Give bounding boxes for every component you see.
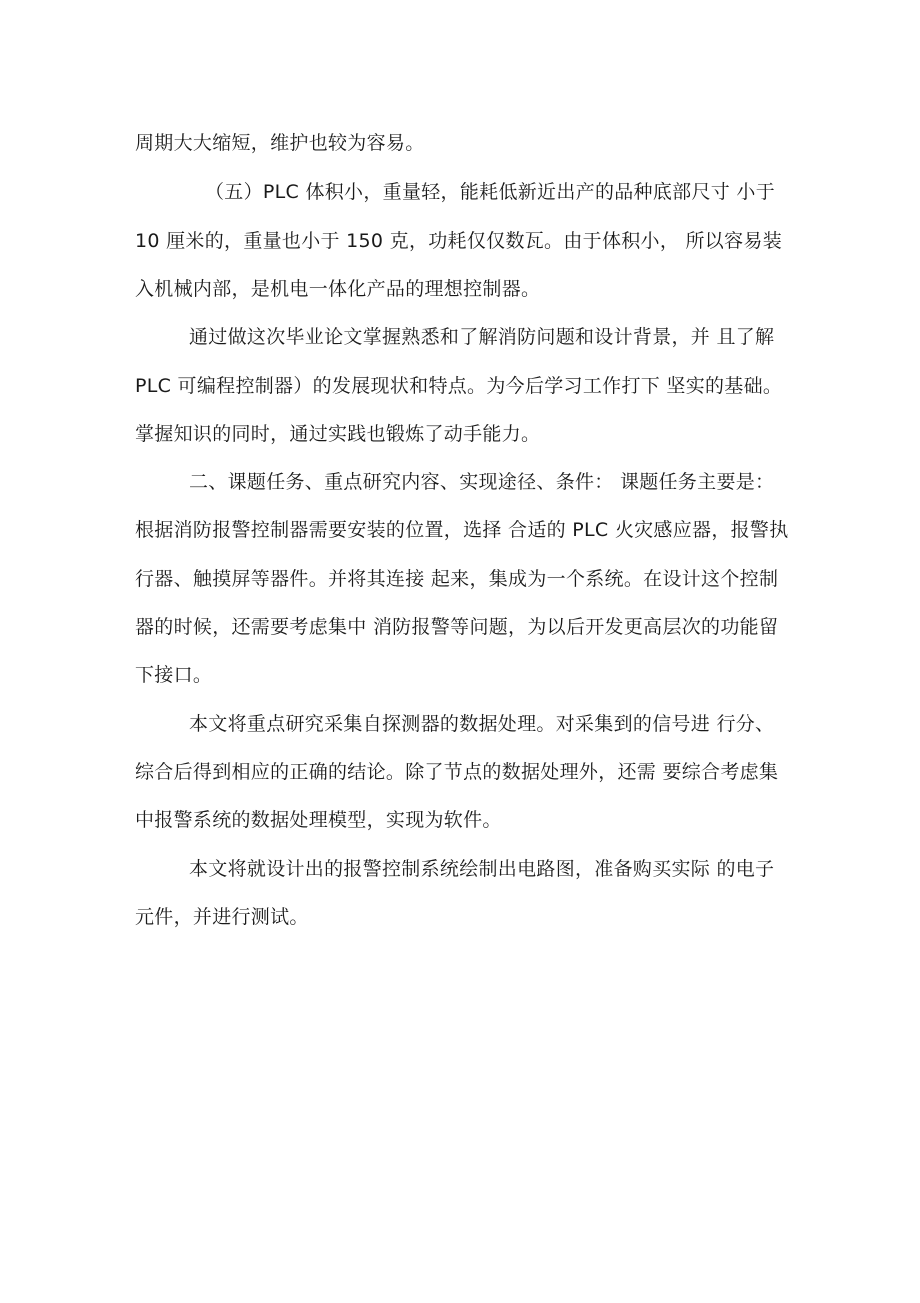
text-line: 器的时候，还需要考虑集中 消防报警等问题，为以后开发更高层次的功能留: [135, 616, 779, 638]
text-line: 中报警系统的数据处理模型，实现为软件。: [135, 809, 502, 831]
text-line: 下接口。: [135, 664, 213, 686]
text-line: 10 厘米的，重量也小于 150 克，功耗仅仅数瓦。由于体积小， 所以容易装: [135, 230, 783, 252]
text-line: 根据消防报警控制器需要安装的位置，选择 合适的 PLC 火灾感应器，报警执: [135, 519, 789, 541]
text-line: 本文将重点研究采集自探测器的数据处理。对采集到的信号进 行分、: [189, 713, 775, 735]
text-line: 掌握知识的同时，通过实践也锻炼了动手能力。: [135, 423, 541, 445]
text-line: 行器、触摸屏等器件。并将其连接 起来，集成为一个系统。在设计这个控制: [135, 568, 779, 590]
text-line: 元件，并进行测试。: [135, 906, 309, 928]
text-line: （五）PLC 体积小，重量轻，能耗低新近出产的品种底部尺寸 小于: [205, 181, 775, 203]
text-line: 综合后得到相应的正确的结论。除了节点的数据处理外，还需 要综合考虑集: [135, 761, 779, 783]
text-line: 入机械内部，是机电一体化产品的理想控制器。: [135, 278, 541, 300]
text-line: 二、课题任务、重点研究内容、实现途径、条件： 课题任务主要是：: [189, 471, 775, 493]
text-line: PLC 可编程控制器）的发展现状和特点。为今后学习工作打下 坚实的基础。: [135, 375, 783, 397]
text-line: 本文将就设计出的报警控制系统绘制出电路图，准备购买实际 的电子: [189, 858, 775, 880]
text-line: 周期大大缩短，维护也较为容易。: [135, 132, 425, 154]
text-line: 通过做这次毕业论文掌握熟悉和了解消防问题和设计背景，并 且了解: [189, 326, 775, 348]
